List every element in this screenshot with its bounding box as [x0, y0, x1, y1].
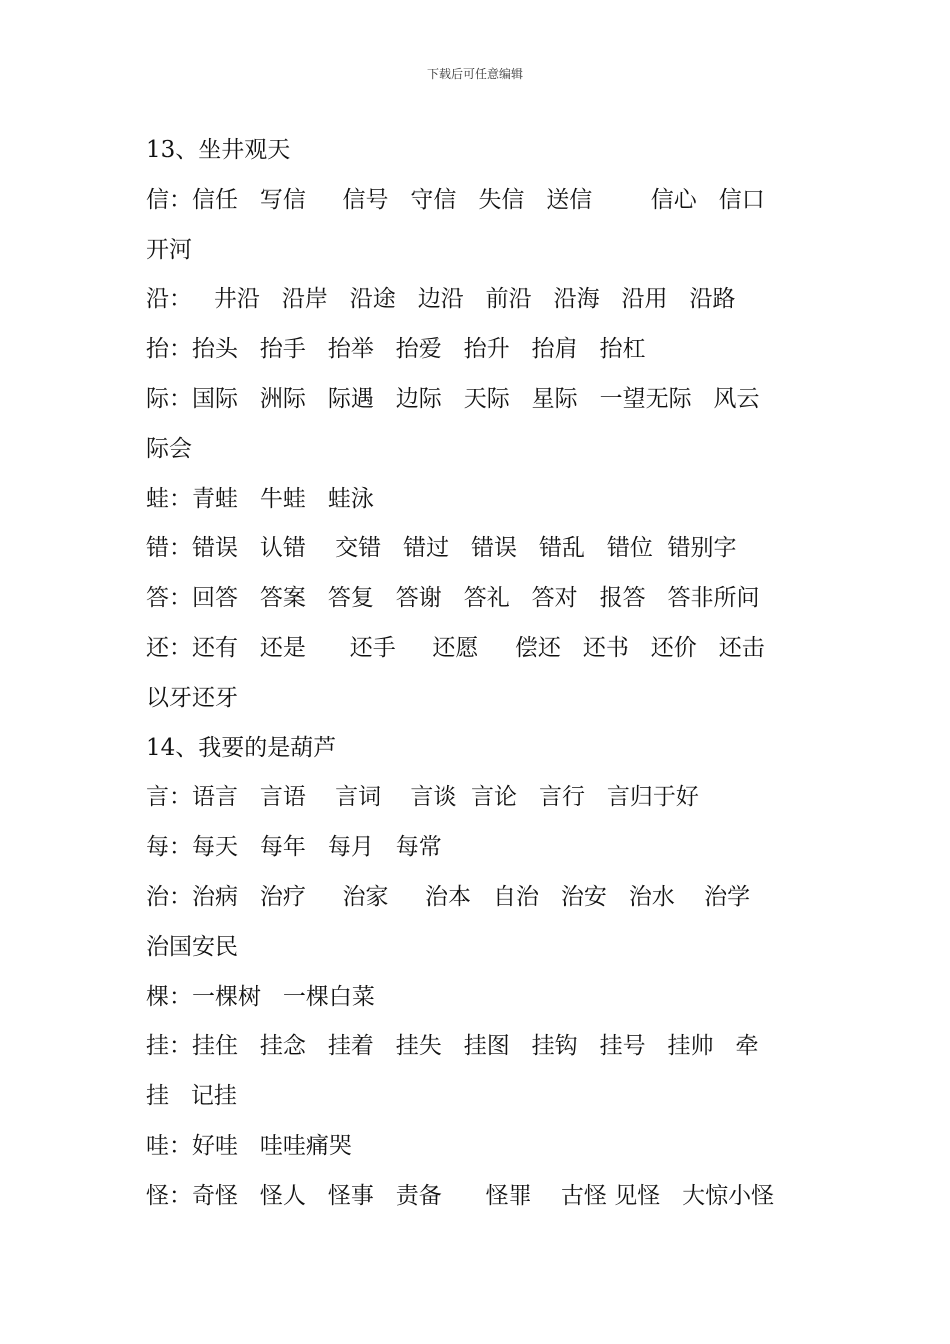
text-line: 蛙：青蛙 牛蛙 蛙泳 [146, 485, 374, 512]
section-title-14: 14、我要的是葫芦 [146, 734, 337, 761]
section-title-13: 13、坐井观天 [146, 137, 291, 163]
text-line: 治国安民 [146, 933, 238, 960]
text-line: 挂：挂住 挂念 挂着 挂失 挂图 挂钩 挂号 挂帅 牵 [146, 1033, 759, 1060]
text-line: 开河 [146, 236, 192, 263]
document-body [146, 126, 816, 1222]
text-line: 怪：奇怪 怪人 怪事 责备 怪罪 古怪 见怪 大惊小怪 [146, 1182, 775, 1209]
text-line: 际会 [146, 435, 192, 462]
text-line: 治：治病 治疗 治家 治本 自治 治安 治水 治学 [146, 883, 751, 910]
page-header-note: 下载后可任意编辑 [426, 67, 523, 81]
text-line: 棵：一棵树 一棵白菜 [146, 983, 375, 1010]
text-line: 每：每天 每年 每月 每常 [146, 834, 442, 861]
text-line: 际：国际 洲际 际遇 边际 天际 星际 一望无际 风云 [146, 385, 760, 412]
text-line: 言：语言 言语 言词 言谈 言论 言行 言归于好 [146, 784, 699, 811]
text-line: 以牙还牙 [146, 684, 238, 711]
text-line: 错：错误 认错 交错 错过 错误 错乱 错位 错别字 [146, 535, 737, 562]
text-line: 沿： 井沿 沿岸 沿途 边沿 前沿 沿海 沿用 沿路 [146, 286, 736, 313]
text-line: 还：还有 还是 还手 还愿 偿还 还书 还价 还击 [146, 634, 765, 661]
text-line: 信：信任 写信 信号 守信 失信 送信 信心 信口 [146, 186, 765, 213]
text-line: 答：回答 答案 答复 答谢 答礼 答对 报答 答非所问 [146, 585, 760, 612]
text-line: 抬：抬头 抬手 抬举 抬爱 抬升 抬肩 抬杠 [146, 336, 646, 363]
text-line: 哇：好哇 哇哇痛哭 [146, 1132, 352, 1159]
text-line: 挂 记挂 [146, 1083, 237, 1110]
